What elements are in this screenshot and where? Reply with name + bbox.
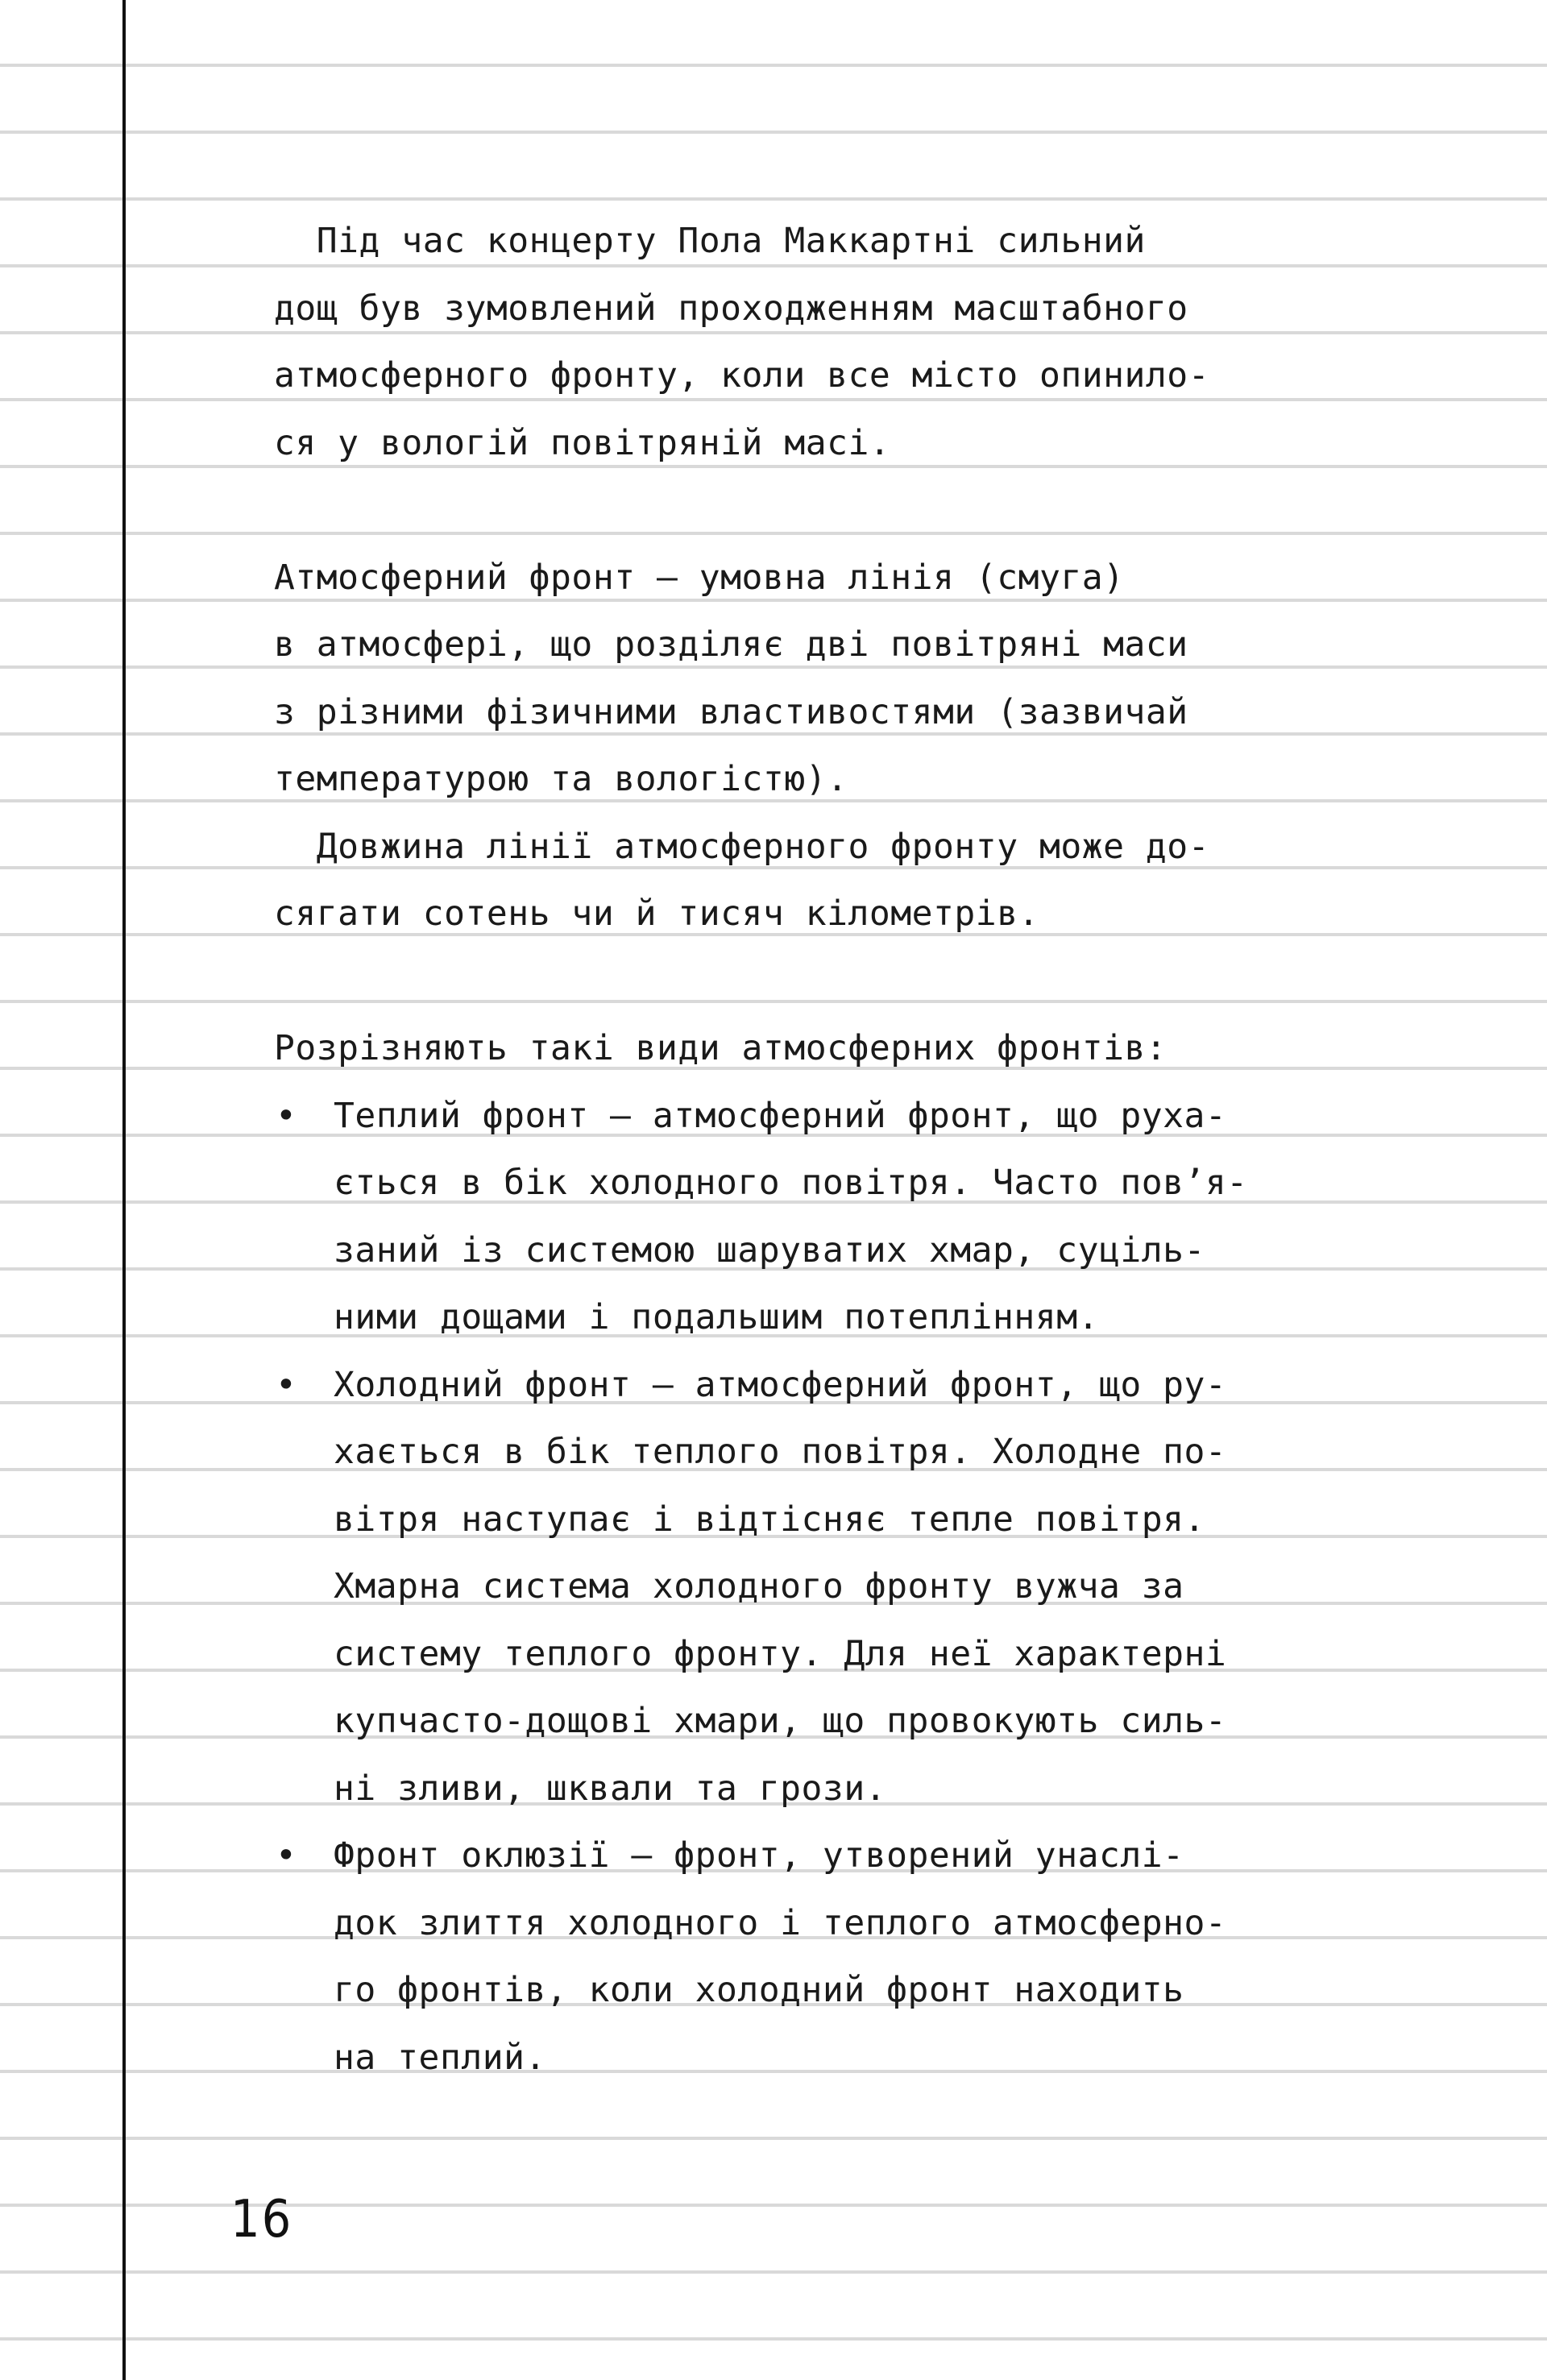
bullet-icon: • bbox=[276, 1364, 297, 1405]
text-line: хається в бік теплого повітря. Холодне по- bbox=[334, 1432, 1227, 1472]
text-line: го фронтів, коли холодний фронт находить bbox=[334, 1970, 1184, 2010]
text-line: дощ був зумовлений проходженням масштабного bbox=[274, 288, 1188, 329]
text-line: Холодний фронт — атмосферний фронт, що ру- bbox=[334, 1364, 1227, 1405]
list-item-cold-front bbox=[274, 1352, 1289, 1823]
text-line: купчасто-дощові хмари, що провокують силь- bbox=[334, 1701, 1227, 1741]
text-line: заний із системою шаруватих хмар, суціль- bbox=[334, 1229, 1205, 1271]
text-line: температурою та вологістю). bbox=[274, 759, 848, 799]
bullet-icon: • bbox=[276, 1095, 297, 1136]
text-line: док злиття холодного і теплого атмосферно- bbox=[334, 1902, 1227, 1943]
text-line: Хмарна система холодного фронту вужча за bbox=[334, 1566, 1184, 1607]
front-types-list bbox=[274, 1083, 1289, 2092]
text-line: ними дощами і подальшим потеплінням. bbox=[334, 1297, 1099, 1337]
text-line: Теплий фронт — атмосферний фронт, що руха- bbox=[334, 1095, 1227, 1136]
page-number: 16 bbox=[230, 2190, 293, 2249]
text-line: Фронт оклюзії — фронт, утворений унаслі- bbox=[334, 1835, 1184, 1876]
text-line: вітря наступає і відтісняє тепле повітря. bbox=[334, 1499, 1205, 1540]
bullet-icon: • bbox=[276, 1835, 297, 1876]
text-line: Довжина лінії атмосферного фронту може до- bbox=[274, 826, 1210, 867]
paragraph-concert bbox=[274, 208, 1289, 477]
text-line: Атмосферний фронт — умовна лінія (смуга) bbox=[274, 557, 1125, 598]
text-line: систему теплого фронту. Для неї характерні bbox=[334, 1633, 1227, 1674]
text-line: Під час концерту Пола Маккартні сильний bbox=[274, 221, 1146, 261]
page-content bbox=[274, 208, 1289, 2092]
list-intro bbox=[274, 1015, 1289, 1083]
text-line: сягати сотень чи й тисяч кілометрів. bbox=[274, 894, 1039, 934]
text-line: ся у вологій повітряній масі. bbox=[274, 422, 891, 463]
text-line: на теплий. bbox=[334, 2037, 546, 2078]
paragraph-length bbox=[274, 814, 1289, 948]
paragraph-gap bbox=[274, 477, 1289, 545]
text-line: в атмосфері, що розділяє дві повітряні маси bbox=[274, 624, 1188, 665]
list-item-warm-front bbox=[274, 1083, 1289, 1352]
text-line: з різними фізичними властивостями (зазвичай bbox=[274, 691, 1188, 732]
list-item-occlusion-front bbox=[274, 1822, 1289, 2092]
paragraph-gap bbox=[274, 948, 1289, 1016]
notebook-margin-line bbox=[122, 0, 126, 2380]
paragraph-definition bbox=[274, 545, 1289, 814]
text-line: атмосферного фронту, коли все місто опинило- bbox=[274, 355, 1210, 396]
text-line: ні зливи, шквали та грози. bbox=[334, 1768, 887, 1809]
list-intro-text: Розрізняють такі види атмосферних фронтів: bbox=[274, 1028, 1168, 1068]
text-line: ється в бік холодного повітря. Часто пов’я- bbox=[334, 1163, 1248, 1203]
